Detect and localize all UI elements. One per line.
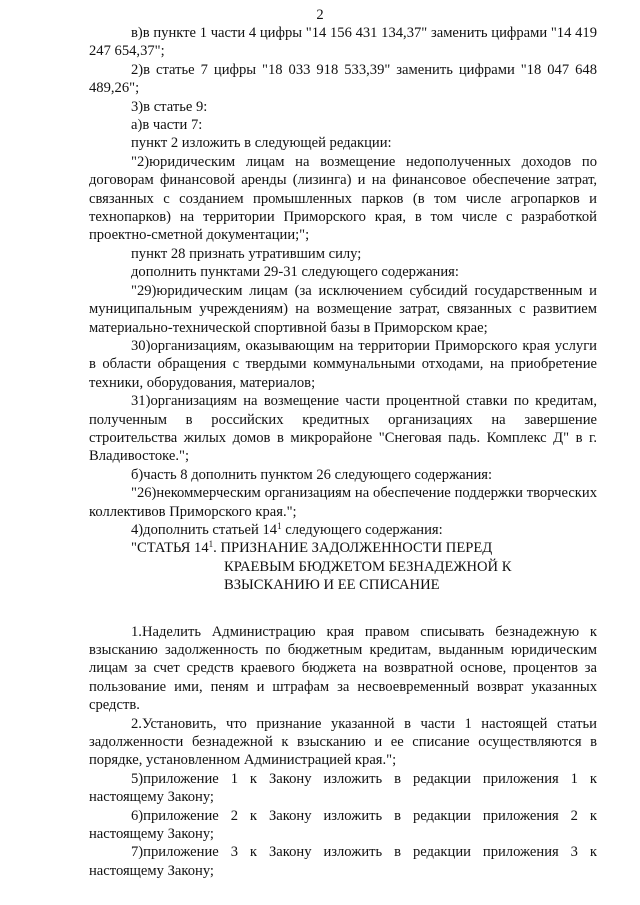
article-heading <box>89 539 597 594</box>
paragraph: 5)приложение 1 к Закону изложить в редакции приложения 1 к настоящему Закону; <box>89 770 597 806</box>
page-number: 2 <box>316 7 324 23</box>
paragraph: "29)юридическим лицам (за исключением субсидий государственным и муниципальным учреждениям) на возмещение затрат, связанных с развитием материально-технической спортивной базы в Приморском крае; <box>89 282 597 336</box>
paragraph: пункт 2 изложить в следующей редакции: <box>131 135 392 152</box>
paragraph: 7)приложение 3 к Закону изложить в редакции приложения 3 к настоящему Закону; <box>89 844 597 879</box>
paragraph: 3)в статье 9: <box>131 98 208 115</box>
paragraph: б)часть 8 дополнить пунктом 26 следующего содержания: <box>131 466 493 483</box>
paragraph: "26)некоммерческим организациям на обеспечение поддержки творческих коллективов Приморского края."; <box>89 485 597 520</box>
article-heading-line-3: ВЗЫСКАНИЮ И ЕЕ СПИСАНИЕ <box>224 577 440 594</box>
article-heading-line-1 <box>89 539 597 557</box>
spacer <box>89 613 597 623</box>
paragraph: "2)юридическим лицам на возмещение недополученных доходов по договорам финансовой аренды (лизинга) и на финансовое обеспечение затрат, связанных с созданием промышленных парков (в том числе агропарков и технопарков) на территории Приморского края, в том числе с разработкой проектно-сметной документации;"; <box>89 153 597 244</box>
paragraph: пункт 28 признать утратившим силу; <box>131 245 362 262</box>
article-heading-prefix: "СТАТЬЯ 14 <box>131 540 209 557</box>
superscript: 1 <box>277 520 282 531</box>
article-heading-line-2: КРАЕВЫМ БЮДЖЕТОМ БЕЗНАДЕЖНОЙ К <box>224 558 512 575</box>
paragraph: 30)организациям, оказывающим на территории Приморского края услуги в области обращения с твердыми коммунальными отходами, на приобретение техники, оборудования, материалов; <box>89 337 597 391</box>
paragraph: 2.Установить, что признание указанной в части 1 настоящей статьи задолженности безнадежной к взысканию и ее списание осуществляются в порядке, установленном Администрацией края."; <box>89 715 597 769</box>
paragraph: в)в пункте 1 части 4 цифры "14 156 431 134,37" заменить цифрами "14 419 247 654,37"; <box>89 25 597 60</box>
paragraph: а)в части 7: <box>131 117 203 134</box>
paragraph-text: 4)дополнить статьей 14 <box>131 521 278 538</box>
paragraph: 6)приложение 2 к Закону изложить в редакции приложения 2 к настоящему Закону; <box>89 807 597 843</box>
paragraph: 31)организациям на возмещение части процентной ставки по кредитам, полученным в российских кредитных организациях на завершение строительства жилых домов в микрорайоне "Снеговая падь. Комплекс Д" в г. Владивостоке."; <box>89 393 597 465</box>
paragraph: 2)в статье 7 цифры "18 033 918 533,39" заменить цифрами "18 047 648 489,26"; <box>89 61 597 97</box>
spacer <box>89 595 597 613</box>
superscript: 1 <box>208 539 214 550</box>
paragraph-text: следующего содержания: <box>281 521 443 538</box>
document-body <box>89 24 597 880</box>
article-heading-title: . ПРИЗНАНИЕ ЗАДОЛЖЕННОСТИ ПЕРЕД <box>213 540 493 557</box>
paragraph <box>89 521 597 539</box>
paragraph: дополнить пунктами 29-31 следующего содержания: <box>131 264 459 281</box>
paragraph: 1.Наделить Администрацию края правом списывать безнадежную к взысканию задолженность по бюджетным кредитам, выданным юридическим лицам за счет средств краевого бюджета на возвратной основе, процентов за пользование ими, пеням и штрафам за несвоевременный возврат указанных средств. <box>89 623 597 714</box>
